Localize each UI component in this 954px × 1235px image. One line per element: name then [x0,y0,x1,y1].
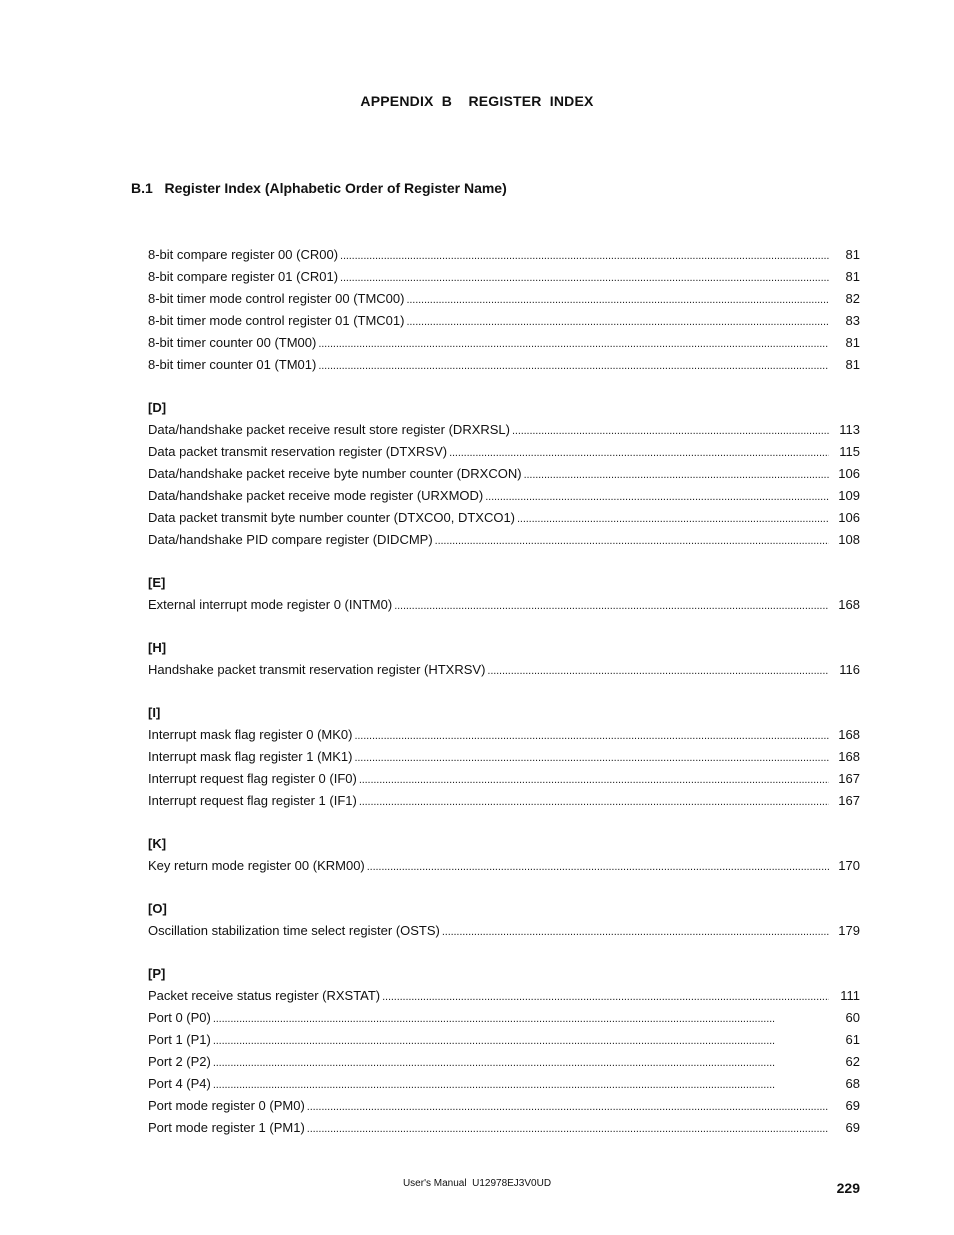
index-entry [148,1029,860,1051]
index-entry [148,855,860,877]
index-entry [148,507,860,529]
page-reference: 61 [845,1032,860,1047]
page-reference: 81 [845,269,860,284]
page-reference: 168 [838,597,860,612]
page-header: APPENDIX B REGISTER INDEX [360,93,594,109]
index-group [148,833,860,877]
page-reference: 109 [838,488,860,503]
register-name: Data/handshake packet receive result store register (DRXRSL) [148,422,510,437]
page-reference: 111 [840,988,860,1003]
dot-leader [442,920,829,943]
index-entry [148,310,860,332]
footer-manual-id: User's Manual U12978EJ3V0UD [402,1178,552,1189]
index-entry [148,768,860,790]
index-entry [148,985,860,1007]
section-title: B.1 Register Index (Alphabetic Order of Register Name) [131,180,507,196]
register-name: 8-bit timer counter 01 (TM01) [148,357,317,372]
dot-leader [435,529,829,552]
dot-leader [318,332,829,355]
dot-leader [487,659,829,682]
register-name: Port mode register 0 (PM0) [148,1098,305,1113]
index-entry [148,1095,860,1117]
page-number: 229 [836,1180,860,1196]
page-reference: 170 [838,858,860,873]
page-reference: 106 [838,510,860,525]
index-entry [148,354,860,376]
index-entry [148,790,860,812]
register-name: Key return mode register 00 (KRM00) [148,858,365,873]
register-name: Data/handshake packet receive byte number counter (DRXCON) [148,466,522,481]
dot-leader [359,768,829,791]
dot-leader [213,1051,829,1074]
index-entry [148,594,860,616]
index-group [148,898,860,942]
register-name: 8-bit timer counter 00 (TM00) [148,335,317,350]
dot-leader [354,746,829,769]
page-reference: 68 [845,1076,860,1091]
index-entry [148,529,860,551]
index-entry [148,244,860,266]
register-name: 8-bit timer mode control register 00 (TMC00) [148,291,405,306]
page-reference: 69 [845,1098,860,1113]
index-group [148,702,860,812]
page-reference: 116 [839,662,860,677]
group-letter: [D] [148,400,167,415]
register-name: Data/handshake PID compare register (DIDCMP) [148,532,433,547]
index-entry [148,332,860,354]
page-reference: 108 [838,532,860,547]
group-letter: [I] [148,705,161,720]
register-index [148,244,860,1160]
register-name: Port 1 (P1) [148,1032,211,1047]
register-name: 8-bit timer mode control register 01 (TMC01) [148,313,405,328]
index-group [148,244,860,376]
page-reference: 106 [838,466,860,481]
group-letter: [K] [148,836,167,851]
register-name: Port mode register 1 (PM1) [148,1120,305,1135]
index-entry [148,724,860,746]
group-letter: [H] [148,640,167,655]
index-entry [148,1007,860,1029]
page-reference: 168 [838,727,860,742]
register-name: Oscillation stabilization time select register (OSTS) [148,923,440,938]
register-name: Data packet transmit byte number counter (DTXCO0, DTXCO1) [148,510,516,525]
dot-leader [524,463,829,486]
page-reference: 113 [839,422,860,437]
index-group [148,397,860,551]
dot-leader [485,485,829,508]
page-reference: 167 [838,793,860,808]
index-entry [148,288,860,310]
dot-leader [359,790,829,813]
index-group [148,963,860,1139]
register-name: 8-bit compare register 00 (CR00) [148,247,339,262]
dot-leader [307,1117,829,1140]
register-name: External interrupt mode register 0 (INTM0) [148,597,393,612]
index-entry [148,419,860,441]
page-reference: 179 [838,923,860,938]
register-name: Port 4 (P4) [148,1076,211,1091]
index-entry [148,441,860,463]
index-entry [148,463,860,485]
register-name: Port 0 (P0) [148,1010,211,1025]
index-entry [148,920,860,942]
register-name: Interrupt mask flag register 0 (MK0) [148,727,353,742]
page-reference: 81 [845,335,860,350]
page-reference: 69 [845,1120,860,1135]
register-name: Port 2 (P2) [148,1054,211,1069]
group-letter: [O] [148,901,167,916]
dot-leader [406,310,829,333]
dot-leader [318,354,829,377]
index-group [148,572,860,616]
page-reference: 115 [839,444,860,459]
page-reference: 167 [838,771,860,786]
page-reference: 83 [845,313,860,328]
dot-leader [354,724,829,747]
dot-leader [394,594,829,617]
page-reference: 62 [845,1054,860,1069]
index-entry [148,266,860,288]
index-entry [148,1117,860,1139]
dot-leader [213,1029,829,1052]
dot-leader [449,441,829,464]
dot-leader [517,507,829,530]
dot-leader [406,288,829,311]
register-name: Packet receive status register (RXSTAT) [148,988,381,1003]
register-name: Handshake packet transmit reservation register (HTXRSV) [148,662,486,677]
dot-leader [307,1095,829,1118]
dot-leader [367,855,829,878]
index-entry [148,746,860,768]
group-letter: [E] [148,575,166,590]
register-name: Interrupt mask flag register 1 (MK1) [148,749,353,764]
group-letter: [P] [148,966,166,981]
register-name: Interrupt request flag register 0 (IF0) [148,771,357,786]
register-name: 8-bit compare register 01 (CR01) [148,269,339,284]
dot-leader [340,266,829,289]
index-entry [148,1051,860,1073]
dot-leader [213,1007,829,1030]
register-name: Data packet transmit reservation register (DTXRSV) [148,444,448,459]
page-reference: 81 [845,247,860,262]
page-reference: 168 [838,749,860,764]
register-name: Data/handshake packet receive mode register (URXMOD) [148,488,484,503]
page-reference: 81 [845,357,860,372]
index-entry [148,659,860,681]
dot-leader [213,1073,829,1096]
index-group [148,637,860,681]
dot-leader [382,985,829,1008]
register-name: Interrupt request flag register 1 (IF1) [148,793,357,808]
dot-leader [512,419,829,442]
index-entry [148,485,860,507]
dot-leader [340,244,829,267]
page-reference: 82 [845,291,860,306]
page-reference: 60 [845,1010,860,1025]
index-entry [148,1073,860,1095]
